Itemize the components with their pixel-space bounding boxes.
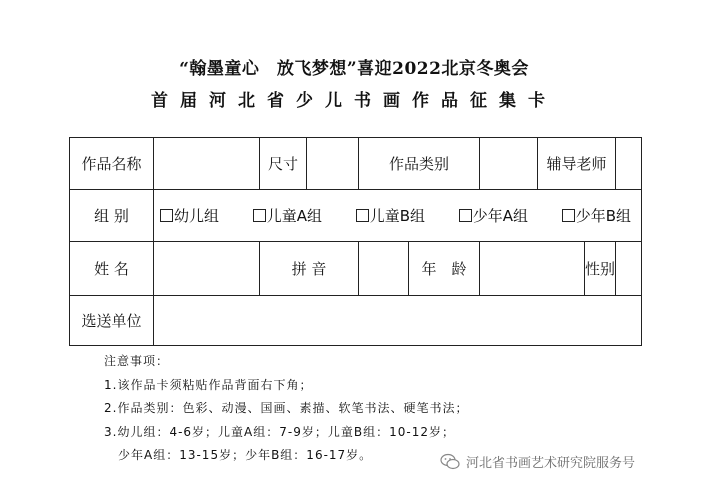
watermark-text: 河北省书画艺术研究院服务号 <box>466 456 636 471</box>
notes-heading: 注意事项： <box>104 354 170 368</box>
age-label: 年 龄 <box>409 242 480 296</box>
work-name-label: 作品名称 <box>70 138 154 190</box>
group-option-youth-a[interactable]: 少年A组 <box>459 205 528 226</box>
group-label: 组 别 <box>70 190 154 242</box>
gender-label: 性别 <box>585 242 616 296</box>
entry-form-table <box>69 137 642 346</box>
pinyin-label: 拼 音 <box>260 242 359 296</box>
watermark <box>440 452 635 471</box>
group-options <box>154 190 642 242</box>
notes <box>104 350 468 468</box>
wechat-icon <box>440 453 460 471</box>
category-label: 作品类别 <box>359 138 480 190</box>
note-item: 3.幼儿组：4-6岁；儿童A组：7-9岁；儿童B组：10-12岁； <box>104 424 455 439</box>
pinyin-field[interactable] <box>359 242 409 296</box>
checkbox-icon <box>160 209 173 222</box>
checkbox-icon <box>253 209 266 222</box>
name-label: 姓 名 <box>70 242 154 296</box>
teacher-field[interactable] <box>616 138 642 190</box>
category-field[interactable] <box>480 138 538 190</box>
checkbox-icon <box>459 209 472 222</box>
title-line-1: “翰墨童心 放飞梦想”喜迎2022北京冬奥会 <box>179 59 529 79</box>
teacher-label: 辅导老师 <box>538 138 616 190</box>
unit-field[interactable] <box>154 296 642 346</box>
note-item: 少年A组：13-15岁；少年B组：16-17岁。 <box>118 448 373 462</box>
gender-field[interactable] <box>616 242 642 296</box>
size-label: 尺寸 <box>260 138 307 190</box>
group-option-children-b[interactable]: 儿童B组 <box>356 205 425 226</box>
note-item: 2.作品类别：色彩、动漫、国画、素描、软笔书法、硬笔书法； <box>104 401 469 415</box>
size-field[interactable] <box>307 138 359 190</box>
group-option-kindergarten[interactable]: 幼儿组 <box>160 205 219 226</box>
checkbox-icon <box>562 209 575 222</box>
checkbox-icon <box>356 209 369 222</box>
group-option-children-a[interactable]: 儿童A组 <box>253 205 322 226</box>
name-field[interactable] <box>154 242 260 296</box>
title-line-2: 首届河北省少儿书画作品征集卡 <box>151 91 557 111</box>
unit-label: 选送单位 <box>70 296 154 346</box>
work-name-field[interactable] <box>154 138 260 190</box>
note-item: 1.该作品卡须粘贴作品背面右下角； <box>104 377 313 392</box>
age-field[interactable] <box>480 242 585 296</box>
group-option-youth-b[interactable]: 少年B组 <box>562 205 631 226</box>
